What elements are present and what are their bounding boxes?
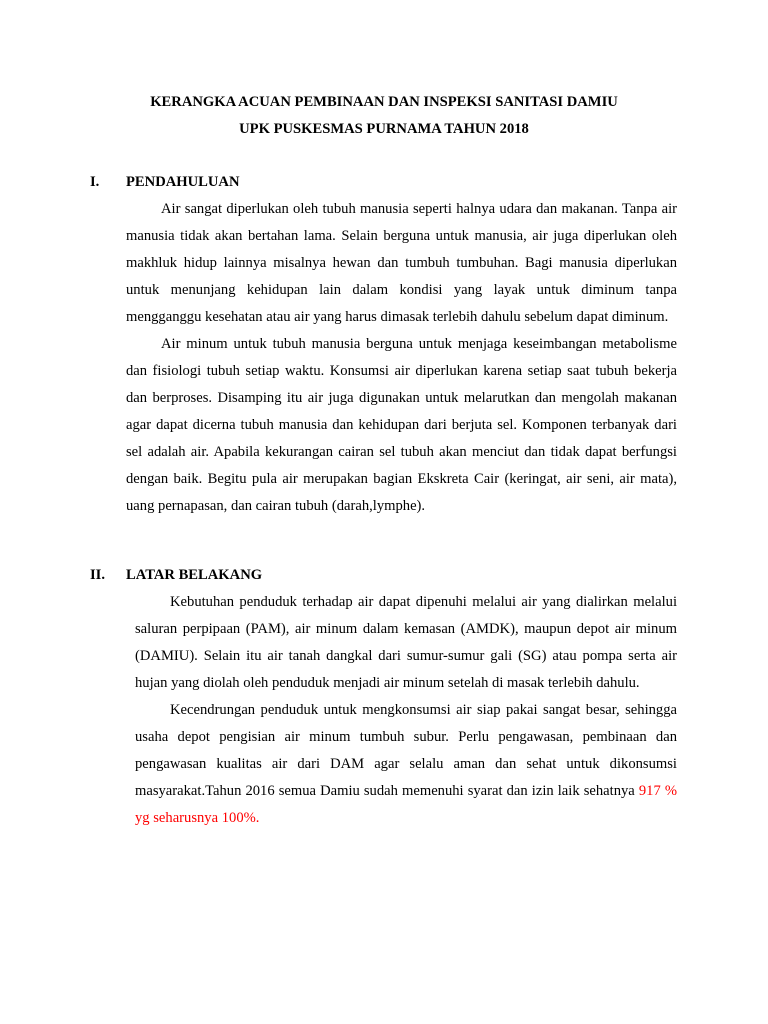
section-1-paragraph-2: Air minum untuk tubuh manusia berguna untuk menjaga keseimbangan metabolisme dan fisiologi tubuh setiap waktu. Konsumsi air diperlukan karena setiap saat tubuh bekerja dan berproses. Disamping itu air juga digunakan untuk melarutkan dan mengolah makanan agar dapat dicerna tubuh manusia dan kehidupan dari berjuta sel. Komponen terbanyak dari sel adalah air. Apabila kekurangan cairan sel tubuh akan menciut dan tidak dapat berfungsi dengan baik. Begitu pula air merupakan bagian Ekskreta Cair (keringat, air seni, air mata), uang pernapasan, dan cairan tubuh (darah,lymphe). bbox=[126, 336, 677, 514]
document-title-line-2: UPK PUSKESMAS PURNAMA TAHUN 2018 bbox=[239, 121, 529, 137]
section-2-paragraph-1: Kebutuhan penduduk terhadap air dapat dipenuhi melalui air yang dialirkan melalui saluran perpipaan (PAM), air minum dalam kemasan (AMDK), maupun depot air minum (DAMIU). Selain itu air tanah dangkal dari sumur-sumur gali (SG) atau pompa serta air hujan yang diolah oleh penduduk menjadi air minum setelah di masak terlebih dahulu. bbox=[135, 594, 677, 691]
section-2-heading: LATAR BELAKANG bbox=[126, 567, 263, 583]
section-2-paragraph-2 bbox=[135, 697, 677, 832]
section-1-body bbox=[126, 196, 677, 520]
section-2-body bbox=[135, 589, 677, 832]
section-2-number: II. bbox=[90, 567, 106, 583]
section-1-heading: PENDAHULUAN bbox=[126, 174, 240, 190]
section-1-number: I. bbox=[90, 174, 100, 190]
document-title-line-1: KERANGKA ACUAN PEMBINAAN DAN INSPEKSI SANITASI DAMIU bbox=[150, 94, 618, 110]
section-1-paragraph-1: Air sangat diperlukan oleh tubuh manusia seperti halnya udara dan makanan. Tanpa air manusia tidak akan bertahan lama. Selain berguna untuk manusia, air juga diperlukan oleh makhluk hidup lainnya misalnya hewan dan tumbuh tumbuhan. Bagi manusia diperlukan untuk menunjang kehidupan lain dalam kondisi yang layak untuk diminum tanpa mengganggu kesehatan atau air yang harus dimasak terlebih dahulu sebelum dapat diminum. bbox=[126, 201, 677, 325]
highlighted-percentage-text: 917 % yg seharusnya 100%. bbox=[135, 783, 677, 826]
section-2-paragraph-2-text: Kecendrungan penduduk untuk mengkonsumsi air siap pakai sangat besar, sehingga usaha depot pengisian air minum tumbuh subur. Perlu pengawasan, pembinaan dan pengawasan kualitas air dari DAM agar selalu aman dan sehat untuk dikonsumsi masyarakat.Tahun 2016 semua Damiu sudah memenuhi syarat dan izin laik sehatnya bbox=[135, 702, 677, 799]
